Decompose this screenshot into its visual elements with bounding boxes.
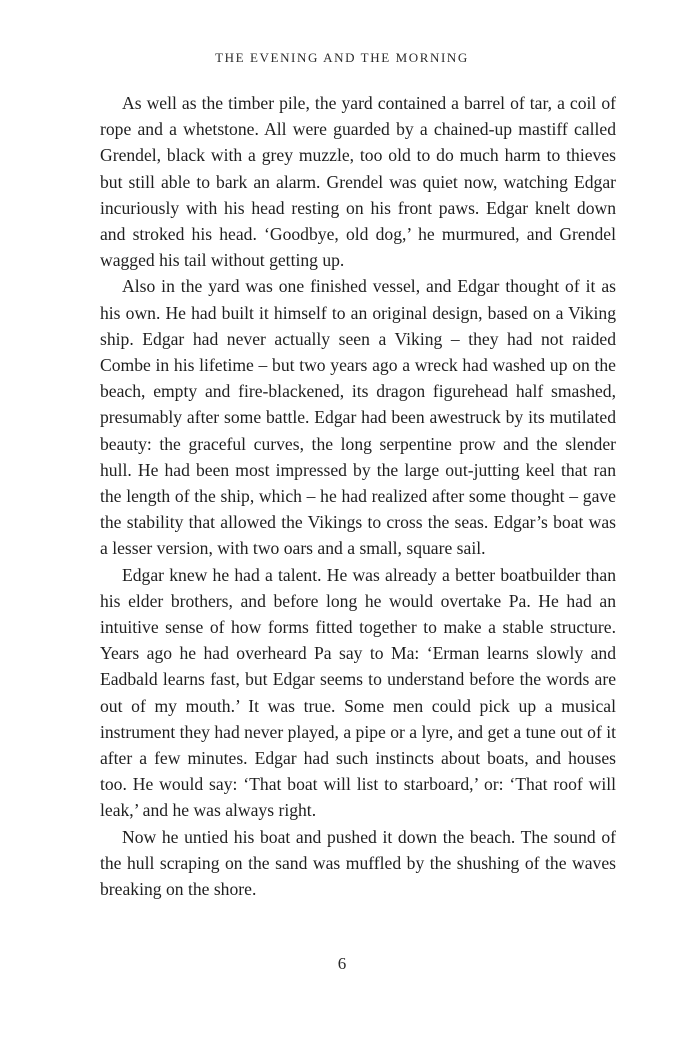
body-text: [100, 90, 616, 902]
paragraph: Also in the yard was one finished vessel, and Edgar thought of it as his own. He had built it himself to an original design, based on a Viking ship. Edgar had never actually seen a Viking – they had not raided Combe in his lifetime – but two years ago a wreck had washed up on the beach, empty and fire-blackened, its dragon figurehead half smashed, presumably after some battle. Edgar had been awestruck by its mutilated beauty: the graceful curves, the long serpentine prow and the slender hull. He had been most impressed by the large out-jutting keel that ran the length of the ship, which – he had realized after some thought – gave the stability that allowed the Vikings to cross the seas. Edgar’s boat was a lesser version, with two oars and a small, square sail.: [100, 276, 616, 559]
paragraph: Now he untied his boat and pushed it down the beach. The sound of the hull scraping on the sand was muffled by the shushing of the waves breaking on the shore.: [100, 826, 616, 900]
page-number: 6: [337, 954, 347, 973]
running-head: THE EVENING AND THE MORNING: [215, 50, 469, 65]
paragraph: As well as the timber pile, the yard contained a barrel of tar, a coil of rope and a whetstone. All were guarded by a chained-up mastiff called Grendel, black with a grey muzzle, too old to do much harm to thieves but still able to bark an alarm. Grendel was quiet now, watching Edgar incuriously with his head resting on his front paws. Edgar knelt down and stroked his head. ‘Goodbye, old dog,’ he murmured, and Grendel wagged his tail without getting up.: [100, 93, 616, 271]
paragraph: Edgar knew he had a talent. He was already a better boatbuilder than his elder brothers, and before long he would overtake Pa. He had an intuitive sense of how forms fitted together to make a stable structure. Years ago he had overheard Pa say to Ma: ‘Erman learns slowly and Eadbald learns fast, but Edgar seems to understand before the words are out of my mouth.’ It was true. Some men could pick up a musical instrument they had never played, a pipe or a lyre, and get a tune out of it after a few minutes. Edgar had such instincts about boats, and houses too. He would say: ‘That boat will list to starboard,’ or: ‘That roof will leak,’ and he was always right.: [100, 564, 616, 821]
